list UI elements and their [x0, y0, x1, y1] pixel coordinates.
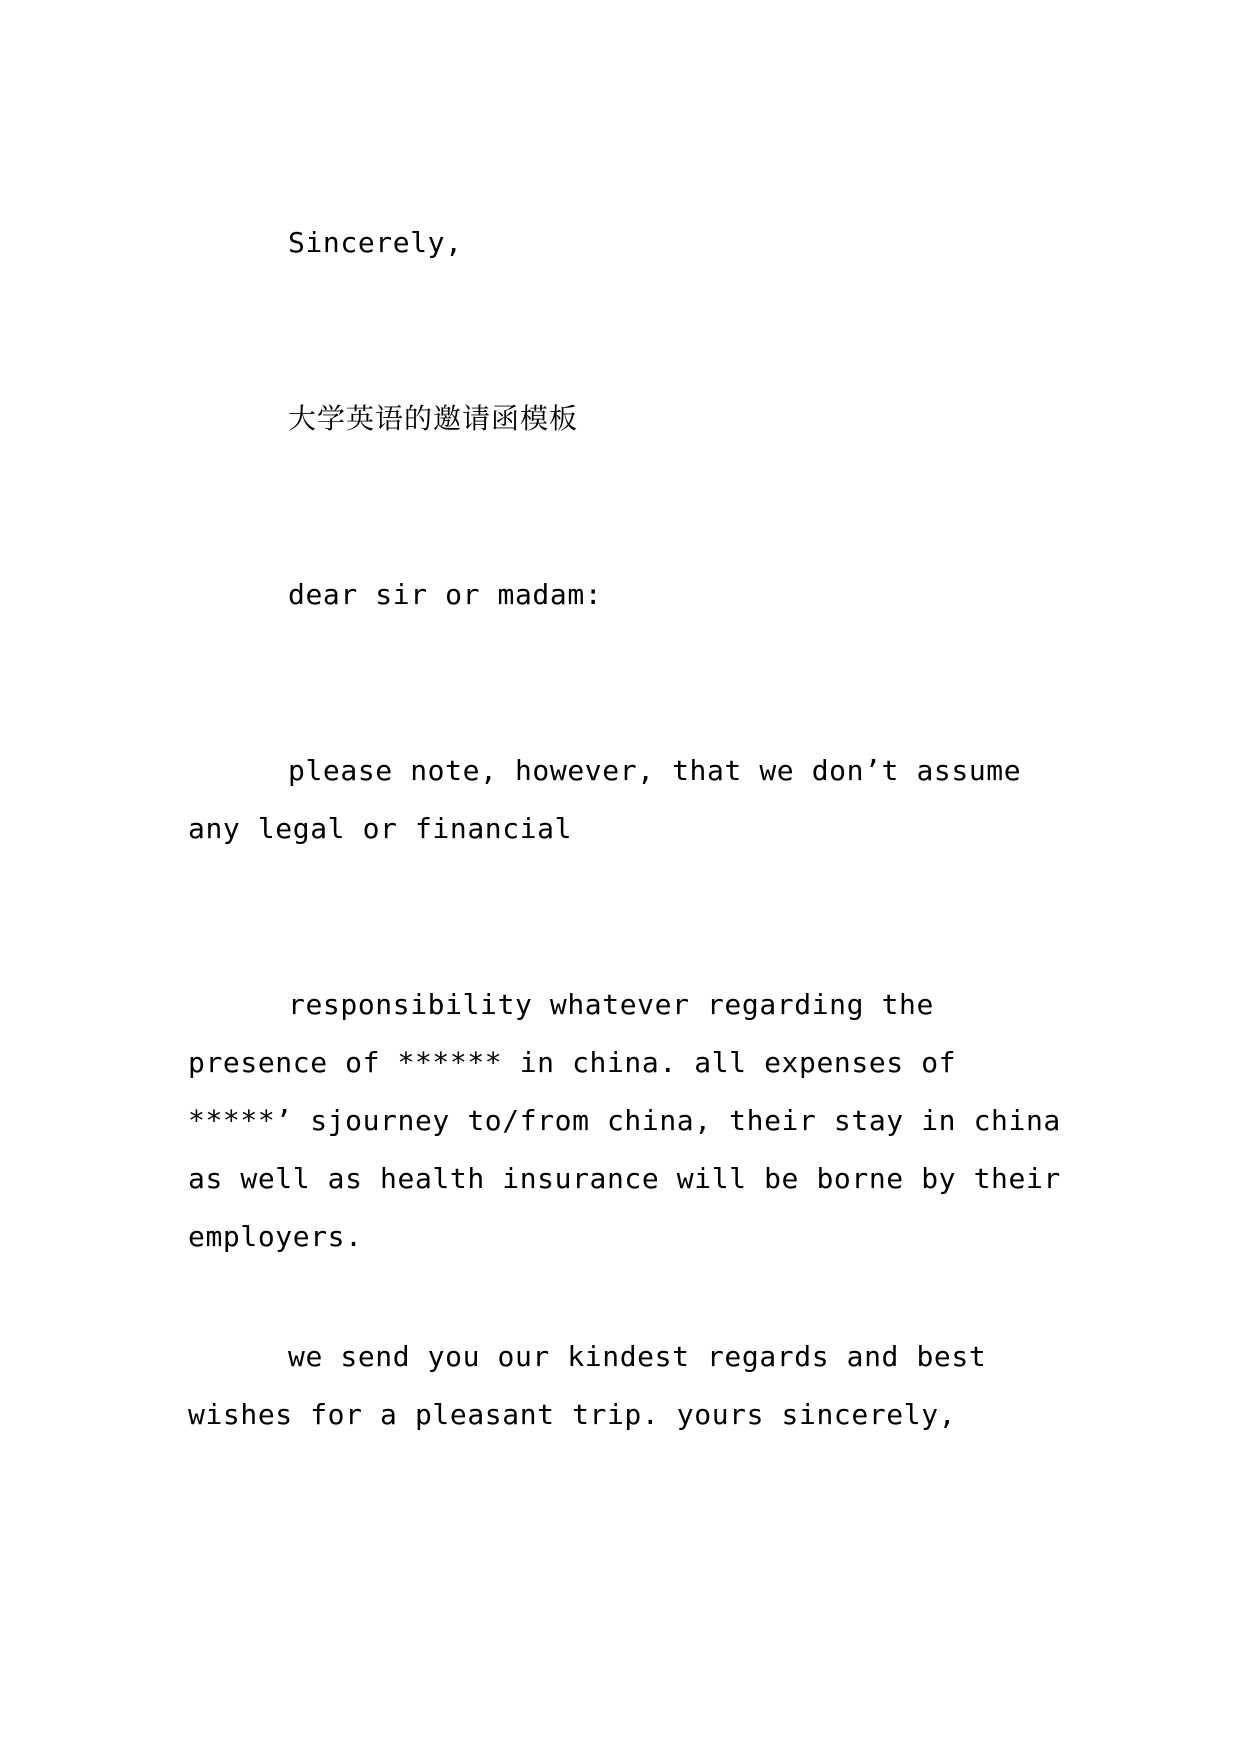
salutation-line: dear sir or madam: — [288, 578, 603, 611]
closing-line: Sincerely, — [288, 226, 463, 259]
paragraph-regards: we send you our kindest regards and best wishes for a pleasant trip. yours sincerely, — [188, 1340, 987, 1431]
document-title: 大学英语的邀请函模板 — [288, 402, 579, 435]
paragraph-disclaimer: please note, however, that we don’t assume any legal or financial — [188, 754, 1022, 845]
paragraph-responsibility: responsibility whatever regarding the presence of ****** in china. all expenses of *****’ sjourney to/from china, their stay in china as well as health insurance will be borne by their employers. — [188, 988, 1061, 1253]
